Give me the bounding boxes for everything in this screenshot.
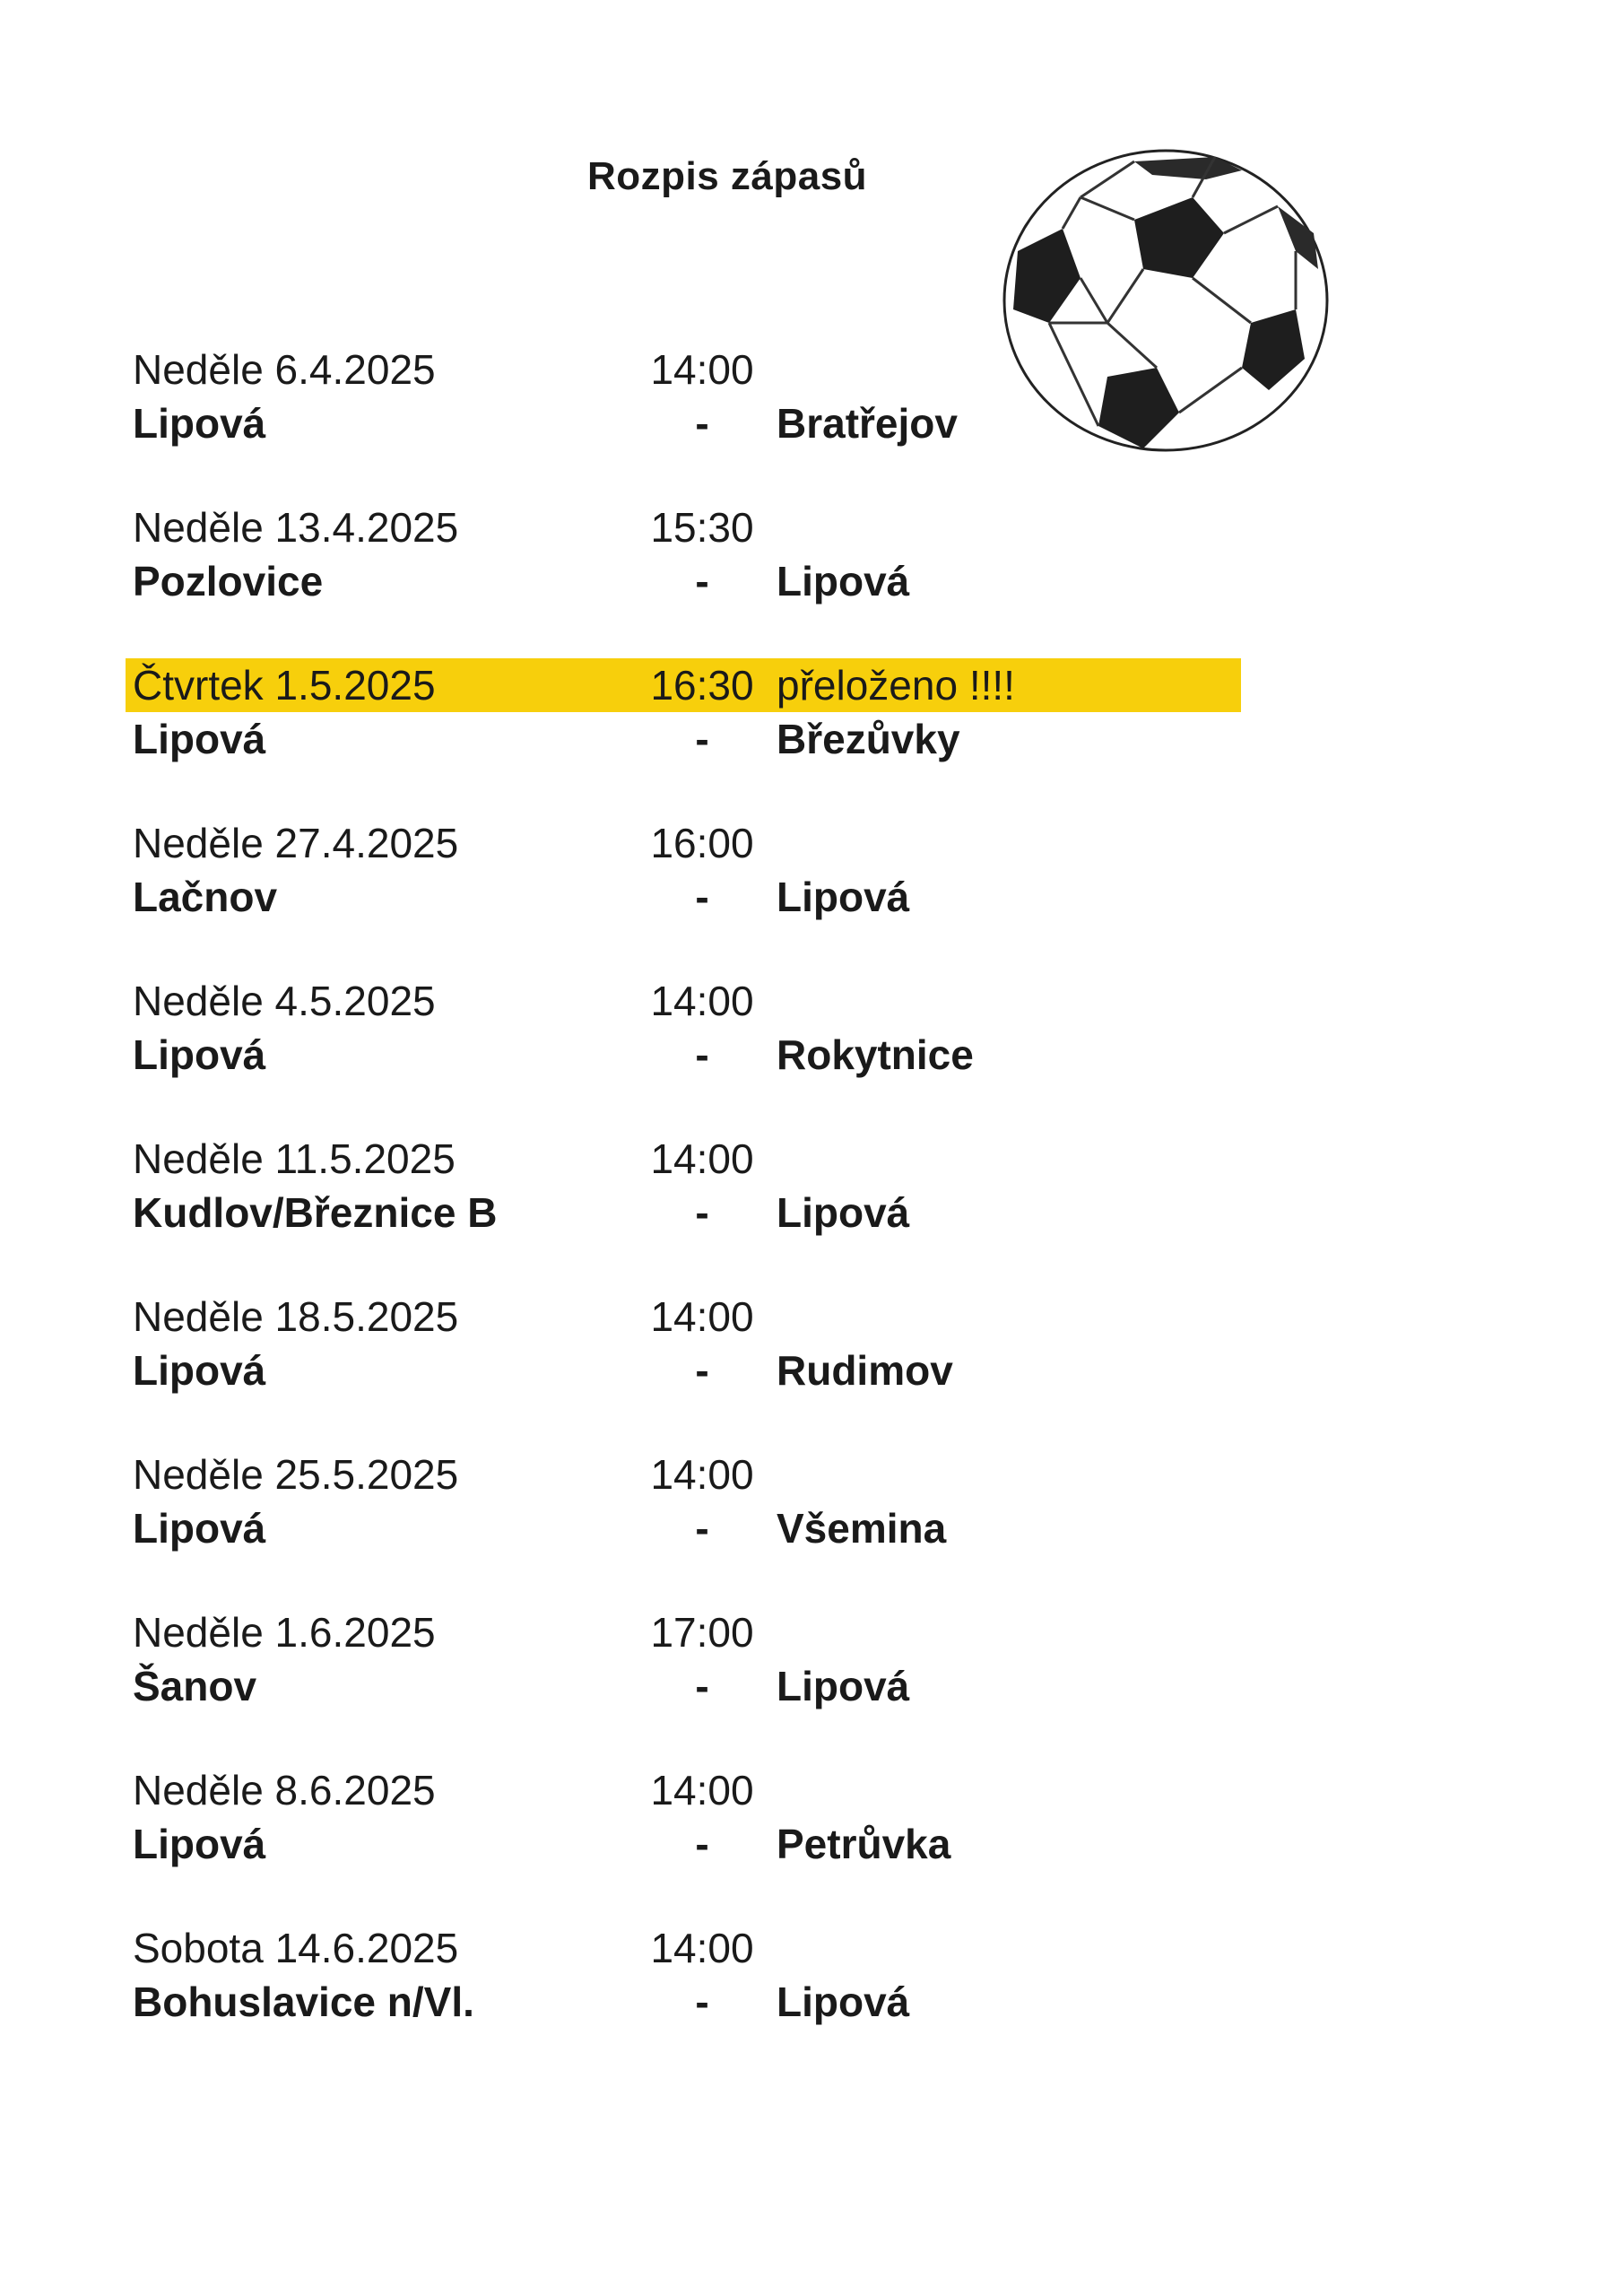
match-date: Neděle 25.5.2025: [133, 1451, 459, 1498]
match-separator: -: [695, 1821, 709, 1867]
match-item: [133, 816, 1298, 974]
match-separator: -: [695, 716, 709, 762]
away-team: Březůvky: [777, 716, 960, 762]
home-team: Lačnov: [133, 874, 278, 920]
away-team: Lipová: [777, 1189, 910, 1236]
home-team: Lipová: [133, 1347, 266, 1394]
match-item: [133, 1132, 1298, 1290]
match-separator: -: [695, 1979, 709, 2025]
home-team: Kudlov/Březnice B: [133, 1189, 498, 1236]
match-item: [133, 974, 1298, 1132]
match-note: přeloženo !!!!: [777, 662, 1015, 709]
match-time: 14:00: [650, 346, 754, 393]
home-team: Lipová: [133, 400, 266, 447]
match-time: 14:00: [650, 1767, 754, 1813]
away-team: Rokytnice: [777, 1031, 974, 1078]
match-time: 14:00: [650, 978, 754, 1024]
match-separator: -: [695, 1663, 709, 1709]
match-item: [133, 1605, 1298, 1763]
away-team: Všemina: [777, 1505, 947, 1552]
match-date: Neděle 27.4.2025: [133, 820, 459, 866]
match-separator: -: [695, 400, 709, 447]
match-time: 14:00: [650, 1135, 754, 1182]
page-title: Rozpis zápasů: [586, 154, 868, 198]
home-team: Šanov: [133, 1663, 257, 1709]
match-item-rescheduled: [133, 658, 1298, 816]
match-date: Neděle 8.6.2025: [133, 1767, 436, 1813]
match-time: 14:00: [650, 1925, 754, 1971]
away-team: Petrůvka: [777, 1821, 951, 1867]
match-time: 16:30: [650, 662, 754, 709]
match-date: Čtvrtek 1.5.2025: [133, 662, 436, 709]
match-item: [133, 1763, 1298, 1921]
match-separator: -: [695, 1505, 709, 1552]
match-date: Neděle 6.4.2025: [133, 346, 436, 393]
match-date: Neděle 4.5.2025: [133, 978, 436, 1024]
match-time: 15:30: [650, 504, 754, 551]
match-time: 14:00: [650, 1293, 754, 1340]
match-item: [133, 1448, 1298, 1605]
match-item: [133, 1290, 1298, 1448]
match-item: [133, 343, 1298, 500]
home-team: Lipová: [133, 1031, 266, 1078]
match-item: [133, 1921, 1298, 2079]
match-time: 17:00: [650, 1609, 754, 1656]
match-separator: -: [695, 558, 709, 604]
match-date: Neděle 1.6.2025: [133, 1609, 436, 1656]
match-item: [133, 500, 1298, 658]
match-date: Sobota 14.6.2025: [133, 1925, 459, 1971]
match-date: Neděle 18.5.2025: [133, 1293, 459, 1340]
away-team: Bratřejov: [777, 400, 958, 447]
away-team: Lipová: [777, 874, 910, 920]
match-separator: -: [695, 874, 709, 920]
match-time: 16:00: [650, 820, 754, 866]
match-time: 14:00: [650, 1451, 754, 1498]
match-schedule: [133, 343, 1298, 2079]
match-date: Neděle 11.5.2025: [133, 1135, 456, 1182]
away-team: Lipová: [777, 1663, 910, 1709]
home-team: Bohuslavice n/Vl.: [133, 1979, 474, 2025]
match-separator: -: [695, 1189, 709, 1236]
match-separator: -: [695, 1031, 709, 1078]
home-team: Lipová: [133, 716, 266, 762]
away-team: Lipová: [777, 558, 910, 604]
match-separator: -: [695, 1347, 709, 1394]
home-team: Lipová: [133, 1821, 266, 1867]
home-team: Lipová: [133, 1505, 266, 1552]
home-team: Pozlovice: [133, 558, 324, 604]
match-date: Neděle 13.4.2025: [133, 504, 459, 551]
away-team: Rudimov: [777, 1347, 953, 1394]
away-team: Lipová: [777, 1979, 910, 2025]
